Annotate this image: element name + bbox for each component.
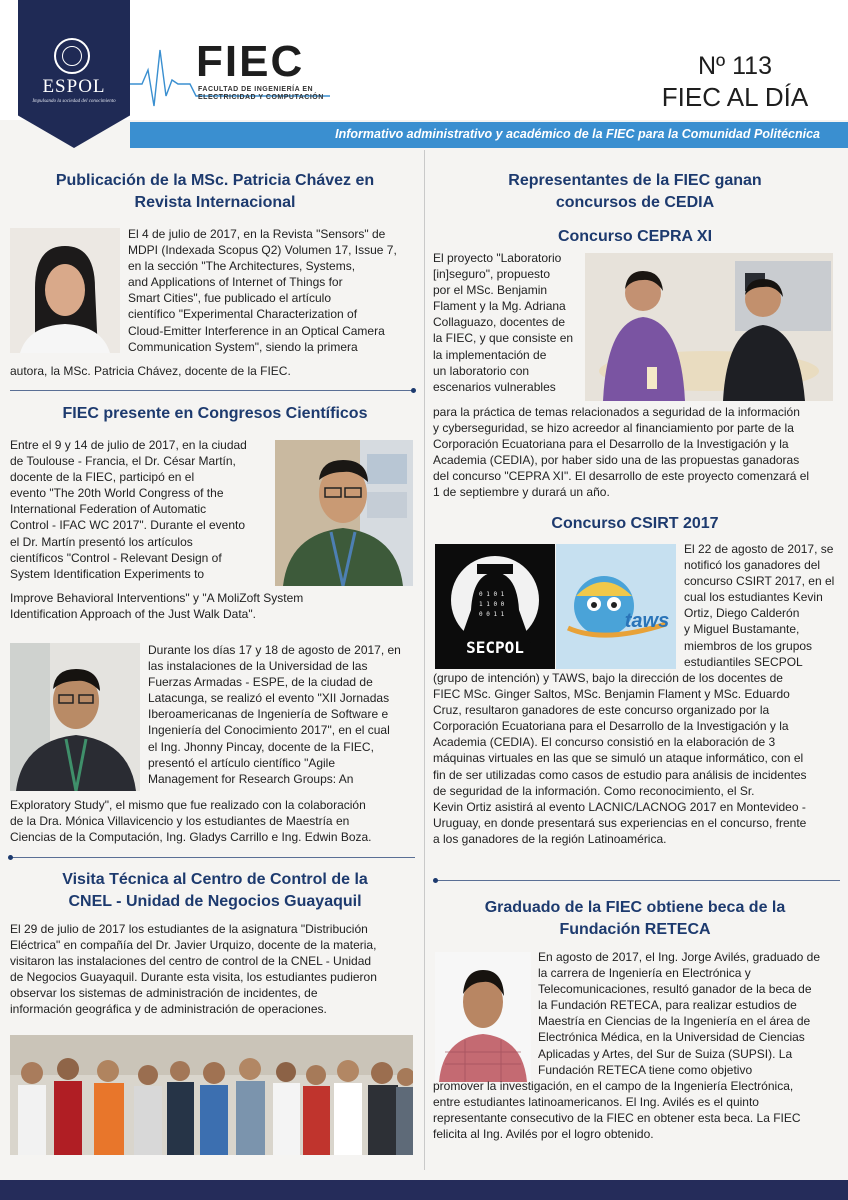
body-line: Latacunga, se realizó el evento "XII Jornadas (148, 691, 390, 706)
jhonny-pincay-photo (10, 643, 140, 791)
title-line: Visita Técnica al Centro de Control de la (62, 871, 368, 888)
body-line: de Negocios Guayaquil. Durante esta visita, los estudiantes pudieron (10, 970, 377, 985)
section-rule (437, 880, 840, 881)
article-cedia-title (430, 170, 840, 214)
body-line: System Identification Experiments to (10, 566, 205, 581)
body-line: felicita al Ing. Avilés por el logro obtenido. (433, 1127, 654, 1142)
section-rule-dot (411, 388, 416, 393)
body-line: información geográfica y de administración de operaciones. (10, 1002, 327, 1017)
fiec-subtitle-line1: FACULTAD DE INGENIERÍA EN (198, 86, 314, 93)
body-line: International Federation of Automatic (10, 502, 207, 517)
body-line: Control - IFAC WC 2017". Durante el evento (10, 518, 246, 533)
body-line: científicos "Control - Relevant Design of (10, 550, 222, 565)
body-line: la implementación de (433, 347, 547, 362)
body-line: Ortiz, Diego Calderón (684, 606, 800, 621)
article-csirt-body-2 (433, 670, 838, 847)
body-line: Aplicadas y Artes, del Sur de Suiza (SUPSI). La (538, 1046, 793, 1061)
body-line: Kevin Ortiz asistirá al evento LACNIC/LACNOG 2017 en Montevideo - (433, 799, 806, 814)
article-publicacion-body (128, 226, 413, 355)
body-line: observar los sistemas de administración de incidentes, de (10, 986, 318, 1001)
body-line: Collaguazo, docentes de (433, 315, 566, 330)
body-line: and Applications of Internet of Things for (128, 275, 343, 290)
body-line: de la Dra. Mónica Villavicencio y los estudiantes de Maestría en (10, 814, 350, 829)
article-cepra-body-1 (433, 250, 577, 395)
espol-logo-text: ESPOL (42, 76, 106, 97)
body-line: Exploratory Study", el mismo que fue realizado con la colaboración (10, 798, 366, 812)
body-line: el Ing. Jhonny Pincay, docente de la FIEC, (148, 739, 374, 754)
title-line: Graduado de la FIEC obtiene beca de la (484, 899, 786, 916)
body-line: la carrera de Ingeniería en Electrónica y (538, 966, 751, 981)
article-publicacion-title (10, 170, 420, 214)
body-line: y cyberseguridad, se hizo acreedor al financiamiento por parte de la (433, 421, 794, 436)
concurso-cepra-subtitle: Concurso CEPRA XI (557, 228, 713, 245)
svg-text:0 0 1 1: 0 0 1 1 (479, 611, 505, 618)
body-line: [in]seguro", propuesto (433, 267, 550, 282)
body-line: Cruz, resultaron ganadores de este concurso organizado por la (433, 703, 770, 718)
body-line: de Toulouse - Francia, el Dr. César Martín, (10, 454, 236, 469)
body-line: Communication System", siendo la primera (128, 339, 358, 354)
article-congresos-body-2 (148, 642, 413, 787)
article-congresos-body-2b (10, 797, 415, 845)
body-line: autora, la MSc. Patricia Chávez, docente de la FIEC. (10, 364, 291, 378)
svg-text:1 1 0 0: 1 1 0 0 (479, 601, 505, 608)
title-line: Representantes de la FIEC ganan (508, 172, 762, 189)
body-line: y Miguel Bustamante, (684, 622, 800, 637)
fiec-subtitle-line2: ELECTRICIDAD Y COMPUTACIÓN (198, 94, 324, 101)
body-line: (grupo de intención) y TAWS, bajo la dirección de los docentes de (433, 671, 783, 685)
body-line: cual los estudiantes Kevin (684, 590, 823, 605)
svg-text:0 1 0 1: 0 1 0 1 (479, 591, 505, 598)
body-line: en la sección "The Architectures, Systems, (128, 259, 356, 274)
column-divider (424, 150, 425, 1170)
title-line: Revista Internacional (134, 194, 296, 211)
patricia-chavez-photo (10, 228, 120, 353)
body-line: científico "Experimental Characterization of (128, 307, 358, 322)
body-line: a los ganadores de la región Latinoamérica. (433, 831, 667, 846)
section-rule-dot (433, 878, 438, 883)
body-line: Entre el 9 y 14 de julio de 2017, en la ciudad (10, 438, 247, 452)
taws-logo (556, 544, 676, 669)
cesar-martin-photo (275, 440, 413, 586)
body-line: Improve Behavioral Interventions" y "A MoliZoft System (10, 591, 304, 605)
body-line: evento "The 20th World Congress of the (10, 486, 224, 501)
body-line: Ciencias de la Computación, Ing. Gladys Carrillo e Ing. Edwin Boza. (10, 830, 372, 845)
secpol-logo-text: SECPOL (466, 638, 524, 657)
article-congresos-body-1 (10, 437, 267, 582)
body-line: El 29 de julio de 2017 los estudiantes de la asignatura "Distribución (10, 922, 368, 936)
secpol-logo (435, 544, 555, 669)
body-line: El 22 de agosto de 2017, se (684, 542, 834, 556)
jorge-aviles-photo (435, 952, 531, 1082)
body-line: Corporación Ecuatoriana para el Desarrollo de la Investigación y la (433, 719, 789, 734)
body-line: la Fundación RETECA, para realizar estudios de (538, 998, 797, 1013)
body-line: Identification Approach of the Just Walk Data". (10, 607, 256, 622)
article-visita-body (10, 921, 415, 1018)
body-line: máquinas virtuales en las que se simuló un ataque informático, con el (433, 751, 804, 766)
body-line: Telecomunicaciones, resultó ganador de la beca de (538, 982, 812, 997)
body-line: Fuerzas Armadas - ESPE, de la ciudad de (148, 675, 373, 690)
body-line: de seguridad de la información. Como reconocimiento, el Sr. (433, 783, 755, 798)
body-line: representante consecutivo de la FIEC en obtener esta beca. La FIEC (433, 1111, 801, 1126)
body-line: Flament y la Mg. Adriana (433, 299, 566, 314)
title-line: Fundación RETECA (559, 921, 711, 938)
body-line: fin de ser utilizadas como casos de estudio para análisis de incidentes (433, 767, 807, 782)
body-line: FIEC MSc. Ginger Saltos, MSc. Benjamin Flament y MSc. Eduardo (433, 687, 790, 702)
article-congresos-body-1b (10, 590, 415, 622)
body-line: El proyecto "Laboratorio (433, 251, 562, 265)
body-line: notificó los ganadores del (684, 558, 821, 573)
body-line: Maestría en Ciencias de la Ingeniería en el área de (538, 1014, 811, 1029)
section-rule-dot (8, 855, 13, 860)
body-line: 1 de septiembre y durará un año. (433, 485, 610, 500)
espol-ribbon (18, 0, 130, 148)
fiec-logo-text: FIEC (196, 37, 305, 86)
cepra-team-photo (585, 253, 833, 401)
body-line: Cloud-Emitter Interference in an Optical Camera (128, 323, 385, 338)
fiec-subtitle (198, 86, 348, 102)
body-line: Management for Research Groups: An (148, 771, 354, 786)
body-line: miembros de los grupos (684, 638, 813, 653)
taws-logo-text: taws (624, 610, 670, 632)
section-rule (10, 857, 415, 858)
body-line: el Dr. Martín presentó los artículos (10, 534, 193, 549)
body-line: Electrónica Médica, en la Universidad de Ciencias (538, 1030, 805, 1045)
body-line: Ingeniería del Conocimiento 2017", en el cual (148, 723, 390, 738)
espol-tagline: Impulsando la sociedad del conocimiento (32, 99, 116, 104)
article-congresos-title: FIEC presente en Congresos Científicos (62, 405, 368, 422)
title-line: CNEL - Unidad de Negocios Guayaquil (68, 893, 362, 910)
body-line: Academia (CEDIA). El concurso consistió en la elaboración de 3 (433, 735, 776, 750)
article-csirt-body-1 (684, 541, 838, 670)
body-line: para la práctica de temas relacionados a seguridad de la información (433, 405, 800, 419)
footer-bar (0, 1180, 848, 1200)
issue-title: FIEC AL DÍA (661, 82, 809, 112)
body-line: concurso CSIRT 2017, en el (684, 574, 835, 589)
article-reteca-body-2 (433, 1078, 838, 1142)
title-line: Publicación de la MSc. Patricia Chávez en (55, 172, 375, 189)
body-line: estudiantiles SECPOL (684, 654, 803, 669)
body-line: Iberoamericanas de Ingeniería de Software e (148, 707, 389, 722)
students-group-photo (10, 1035, 413, 1155)
body-line: las instalaciones de la Universidad de las (148, 659, 368, 674)
body-line: Uruguay, en donde presentará sus experiencias en el concurso, frente (433, 815, 807, 830)
section-rule (10, 390, 415, 391)
body-line: Eléctrica" en compañía del Dr. Javier Urquizo, docente de la materia, (10, 938, 377, 953)
concurso-csirt-subtitle: Concurso CSIRT 2017 (551, 515, 719, 532)
body-line: promover la investigación, en el campo de la Ingeniería Electrónica, (433, 1079, 794, 1093)
subtitle-strip-text: Informativo administrativo y académico de la FIEC para la Comunidad Politécnica (335, 127, 820, 141)
body-line: visitaron las instalaciones del centro de control de la CNEL - Unidad (10, 954, 372, 969)
body-line: En agosto de 2017, el Ing. Jorge Avilés, graduado de (538, 950, 820, 964)
body-line: MDPI (Indexada Scopus Q2) Volumen 17, Issue 7, (128, 243, 397, 258)
issue-number: Nº 113 (698, 52, 772, 80)
body-line: Corporación Ecuatoriana para el Desarrollo de la Investigación y la (433, 437, 789, 452)
article-reteca-body-1 (538, 949, 838, 1078)
body-line: Academia (CEDIA), por haber sido una de las propuestas ganadoras (433, 453, 800, 468)
body-line: El 4 de julio de 2017, en la Revista "Sensors" de (128, 227, 386, 241)
title-line: concursos de CEDIA (555, 194, 715, 211)
body-line: un laboratorio con (433, 363, 530, 378)
body-line: docente de la FIEC, participó en el (10, 470, 195, 485)
body-line: presentó el artículo científico "Agile (148, 755, 336, 770)
article-visita-title (10, 869, 420, 913)
body-line: Durante los días 17 y 18 de agosto de 2017, en (148, 643, 401, 657)
body-line: la FIEC, y que consiste en (433, 331, 574, 346)
article-cepra-body-2 (433, 404, 838, 501)
body-line: del concurso "CEPRA XI". El desarrollo de este proyecto comenzará el (433, 469, 810, 484)
body-line: por el MSc. Benjamin (433, 283, 548, 298)
body-line: Smart Cities", fue publicado el artículo (128, 291, 332, 306)
body-line: Fundación RETECA tiene como objetivo (538, 1062, 753, 1077)
article-reteca-title (430, 897, 840, 941)
espol-seal-inner-icon (62, 46, 82, 66)
body-line: entre estudiantes latinoamericanos. El Ing. Avilés es el quinto (433, 1095, 759, 1110)
body-line: escenarios vulnerables (433, 379, 556, 394)
